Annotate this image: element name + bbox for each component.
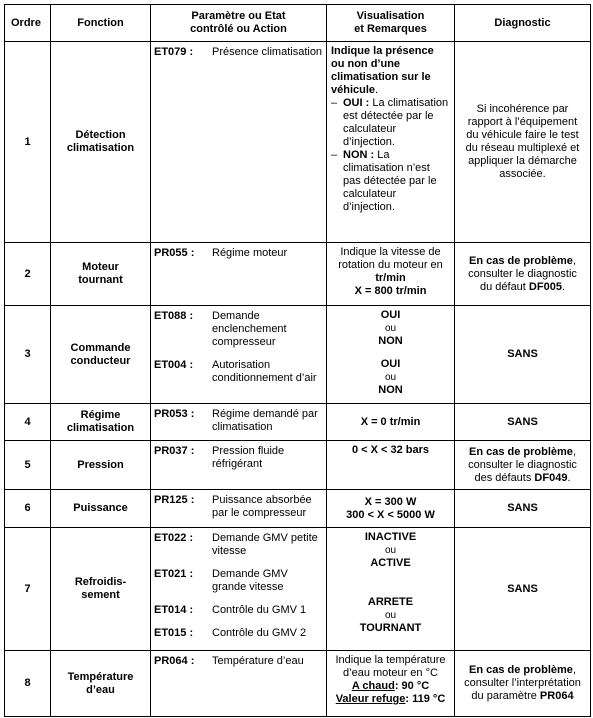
row-ordre: 8 [5,651,51,717]
visu-value-1: X = 300 W [364,495,417,508]
table-row [5,306,591,404]
parameter-label: Régime moteur [212,247,288,259]
parameter-code: ET022 : [154,532,194,544]
diag-code: DF005 [528,280,562,293]
parameter-entry [154,359,323,385]
fonction-line2: climatisation [66,142,135,154]
parameter-entry [154,494,323,520]
fonction-line2: sement [81,589,120,601]
header-visualisation [327,5,455,42]
row-ordre: 5 [5,441,51,490]
parameter-label: Autorisation conditionnement d’air [212,359,317,384]
header-diagnostic: Diagnostic [455,5,591,42]
visu-value-b1: OUI [380,358,401,370]
parameter-entry [154,46,323,59]
table-row [5,651,591,717]
list-item: – NON : La climatisation n’est pas détectée par le calculateur d’injection. [331,149,437,213]
row-fonction [51,528,151,651]
row-diagnostic: SANS [455,306,591,404]
diag-rest: , consulter l’interprétation du paramètre [464,664,581,702]
parameter-code: ET021 : [154,568,194,580]
row-parametre [151,651,327,717]
header-ordre: Ordre [5,5,51,42]
row-fonction [51,306,151,404]
visu-oui-text: La climatisation est détectée par le calculateur d’injection. [343,97,449,148]
parameter-code: PR053 : [154,408,195,420]
parameter-label: Pression fluide réfrigérant [212,445,285,470]
row-visualisation [327,490,455,528]
row-fonction [51,243,151,306]
row-parametre [151,490,327,528]
visu-intro-text: Indique la présence ou non d’une climatisation sur le véhicule [331,45,434,96]
row-ordre: 1 [5,42,51,243]
table-row [5,528,591,651]
fonction-line2: tournant [78,274,123,286]
header-fonction: Fonction [51,5,151,42]
table-row [5,243,591,306]
parameter-label: Contrôle du GMV 1 [212,604,307,616]
row-visualisation [327,243,455,306]
list-item: – OUI : La climatisation est détectée par le calculateur d’injection. [331,97,449,148]
fonction-line2: climatisation [66,422,135,434]
visu-value-a1: OUI [380,309,401,321]
visu-oui-key: OUI : [343,97,370,109]
parameter-code: ET004 : [154,359,194,371]
parameter-label: Puissance absorbée par le compresseur [212,494,312,519]
table-row [5,404,591,441]
row-ordre: 2 [5,243,51,306]
visu-intro-period: . [375,84,379,96]
parameter-label: Présence climatisation [212,46,323,58]
row-parametre [151,243,327,306]
row-parametre [151,528,327,651]
parameter-code: ET079 : [154,46,194,58]
fonction-line1: Régime [80,409,121,421]
header-row [5,5,591,42]
parameter-entry [154,655,323,668]
visu-non-key: NON : [343,149,375,161]
row-visualisation [327,42,455,243]
visu-or-a: ou [384,323,397,334]
row-visualisation [327,528,455,651]
row-diagnostic [455,243,591,306]
fonction-line2: d’eau [86,683,115,696]
row-ordre: 7 [5,528,51,651]
visu-value: X = 800 tr/min [354,285,427,297]
parameter-code: ET015 : [154,627,194,639]
visu-value-b2: TOURNANT [359,622,422,634]
visu-value-a1: INACTIVE [364,531,417,543]
header-visualisation-line2: et Remarques [354,23,427,35]
table-row [5,441,591,490]
row-visualisation: X = 0 tr/min [327,404,455,441]
visu-text: Indique la température d’eau moteur en °C [335,654,446,679]
row-diagnostic [455,441,591,490]
parameter-entry [154,247,323,260]
table-row [5,490,591,528]
row-diagnostic: SANS [455,404,591,441]
diag-bold: En cas de problème [469,664,573,676]
parameter-label: Demande enclenchement compresseur [212,310,287,348]
diag-code: DF049 [534,471,568,484]
parameter-entry [154,310,323,349]
header-parametre-line2: contrôlé ou Action [190,23,287,35]
parameter-code: ET088 : [154,310,194,322]
visu-value-a2: NON [378,335,403,347]
row-ordre: 6 [5,490,51,528]
parameter-label: Contrôle du GMV 2 [212,627,307,639]
visu-chaud-value: : 90 °C [394,680,430,692]
diag-bold: En cas de problème [469,445,573,458]
fonction-line1: Moteur [82,261,119,273]
parameter-code: PR064 : [154,655,195,667]
diag-code: PR064 [539,690,574,702]
header-parametre-line1: Paramètre ou Etat [191,10,286,22]
row-fonction: Pression [51,441,151,490]
visu-or-b: ou [384,372,397,383]
row-diagnostic: SANS [455,490,591,528]
header-visualisation-line1: Visualisation [356,10,425,22]
parameter-label: Température d’eau [212,655,304,667]
visu-unit: tr/min [375,272,406,284]
visu-value-2: 300 < X < 5000 W [346,508,435,521]
row-ordre: 4 [5,404,51,441]
fonction-line1: Commande [70,341,131,354]
parameter-entry [154,568,323,594]
fonction-line1: Refroidis- [74,576,127,588]
row-parametre [151,441,327,490]
row-fonction [51,42,151,243]
visu-non-text: La climatisation n’est pas détectée par le calculateur d’injection. [343,149,437,213]
visu-refuge-key: Valeur refuge [335,693,406,705]
diag-end: . [567,471,571,484]
row-fonction: Puissance [51,490,151,528]
row-parametre [151,42,327,243]
parameter-code: PR037 : [154,445,195,457]
visu-text: Indique la vitesse de rotation du moteur en [338,246,443,271]
diagnostic-table [4,4,591,717]
header-parametre [151,5,327,42]
parameter-code: ET014 : [154,604,194,616]
parameter-entry [154,445,323,471]
row-parametre [151,404,327,441]
fonction-line2: conducteur [70,354,131,367]
diag-bold: En cas de problème [469,254,573,267]
visu-or-b: ou [384,610,397,621]
row-diagnostic: Si incohérence par rapport à l’équipement du véhicule faire le test du réseau multiplexé et appliquer la démarche associée. [455,42,591,243]
row-fonction [51,651,151,717]
fonction-line1: Température [67,670,134,683]
parameter-entry [154,532,323,558]
parameter-entry [154,604,323,617]
visu-value-b1: ARRETE [367,596,414,608]
row-diagnostic [455,651,591,717]
row-parametre [151,306,327,404]
row-fonction [51,404,151,441]
parameter-entry [154,408,323,434]
diag-rest: , consulter le diagnostic des défauts [468,445,577,484]
parameter-code: PR055 : [154,247,195,259]
row-visualisation [327,306,455,404]
visu-intro [331,45,450,97]
parameter-code: PR125 : [154,494,195,506]
visu-chaud-key: A chaud [351,680,395,692]
row-ordre: 3 [5,306,51,404]
table-row [5,42,591,243]
diag-end: . [561,280,566,293]
fonction-line1: Détection [75,129,126,141]
row-diagnostic: SANS [455,528,591,651]
visu-or-a: ou [384,545,397,556]
row-visualisation [327,651,455,717]
visu-refuge-value: : 119 °C [405,693,446,705]
visu-value-b2: NON [378,384,403,396]
visu-list [331,97,450,214]
parameter-entry [154,627,323,640]
visu-value-a2: ACTIVE [370,557,411,569]
diag-rest: , consulter le diagnostic du défaut [468,254,577,293]
parameter-label: Demande GMV petite vitesse [212,532,318,557]
row-visualisation: 0 < X < 32 bars [327,441,455,490]
parameter-label: Régime demandé par climatisation [212,408,318,433]
parameter-label: Demande GMV grande vitesse [212,568,288,593]
